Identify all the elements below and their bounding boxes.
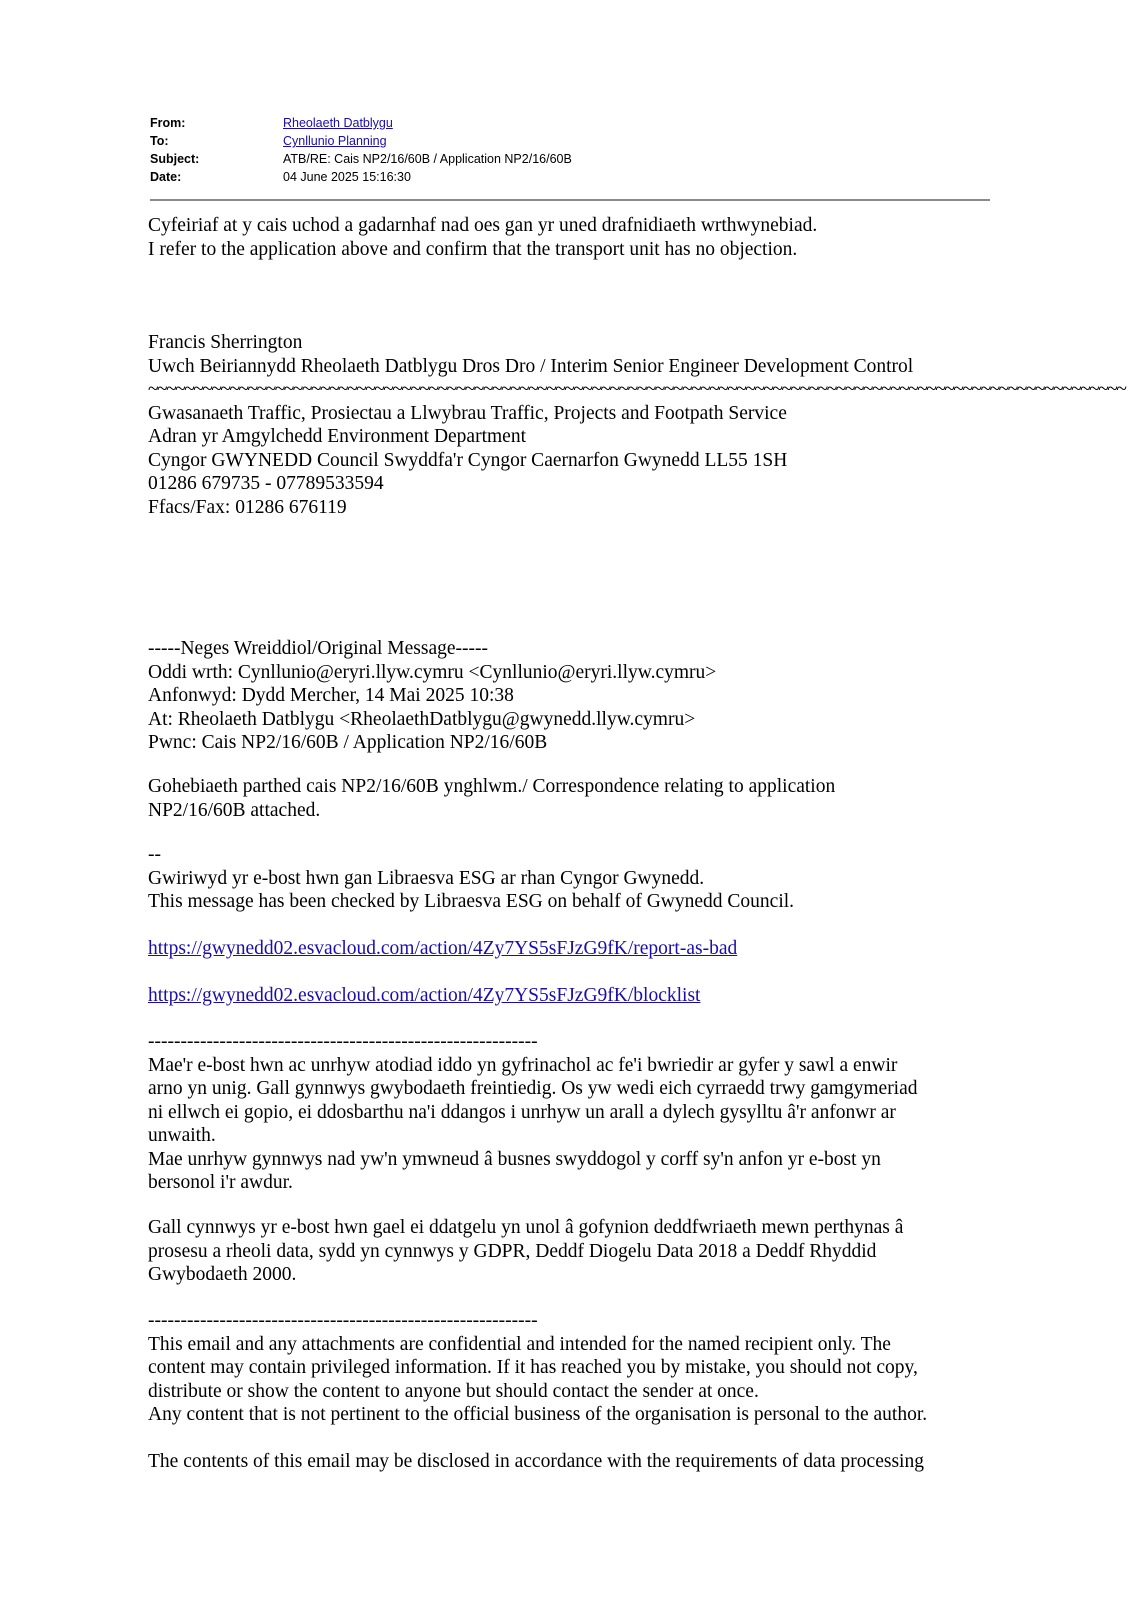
original-marker: -----Neges Wreiddiol/Original Message----- <box>148 638 488 659</box>
report-link-row <box>148 937 1008 961</box>
signature-block <box>148 331 1126 519</box>
subject-value: ATB/RE: Cais NP2/16/60B / Application NP2/16/60B <box>283 152 572 166</box>
original-subject: Pwnc: Cais NP2/16/60B / Application NP2/16/60B <box>148 732 548 753</box>
disclaimer-english-p1-l1: This email and any attachments are confidential and intended for the named recipient only. The <box>148 1333 891 1355</box>
signature-address: Cyngor GWYNEDD Council Swyddfa'r Cyngor Caernarfon Gwynedd LL55 1SH <box>148 449 788 471</box>
scan-notice <box>148 843 1008 914</box>
from-link[interactable]: Rheolaeth Datblygu <box>283 116 393 130</box>
original-body <box>148 775 1008 822</box>
disclaimer-english-p3-l1: The contents of this email may be disclosed in accordance with the requirements of data processing <box>148 1451 924 1472</box>
disclaimer-english-data <box>148 1450 1008 1474</box>
signature-title: Uwch Beiriannydd Rheolaeth Datblygu Dros Dro / Interim Senior Engineer Development Control <box>148 355 914 377</box>
signature-divider: ~~~~~~~~~~~~~~~~~~~~~~~~~~~~~~~~~~~~~~~~~~~~~~~~~~~~~~~~~~~~~~~~~~~~~~~~~~~~~~~~~~~~~~~~~~~~~~~~~~~~~~~~~~~~ <box>148 379 1126 400</box>
header-from-row <box>150 114 990 132</box>
disclaimer-welsh-separator: ------------------------------------------------------------ <box>148 1031 538 1052</box>
reply-body <box>148 214 1008 261</box>
from-label: From: <box>150 116 186 130</box>
disclaimer-welsh-p2-l2: bersonol i'r awdur. <box>148 1172 293 1193</box>
blocklist-link[interactable]: https://gwynedd02.esvacloud.com/action/4Zy7YS5sFJzG9fK/blocklist <box>148 985 701 1006</box>
original-message <box>148 637 1008 755</box>
disclaimer-english-p2-l1: Any content that is not pertinent to the official business of the organisation is personal to the author. <box>148 1404 928 1425</box>
header-date-row <box>150 168 990 186</box>
header-subject-row <box>150 150 990 168</box>
signature-department: Adran yr Amgylchedd Environment Department <box>148 426 526 447</box>
original-to: At: Rheolaeth Datblygu <RheolaethDatblygu@gwynedd.llyw.cymru> <box>148 708 696 730</box>
subject-label: Subject: <box>150 152 200 166</box>
disclaimer-welsh-p1-l2: arno yn unig. Gall gynnwys gwybodaeth freintiedig. Os yw wedi eich cyrraedd trwy gamgymeriad <box>148 1078 918 1099</box>
disclaimer-welsh-p2-l1: Mae unrhyw gynnwys nad yw'n ymwneud â busnes swyddogol y corff sy'n anfon yr e-bost yn <box>148 1148 881 1170</box>
disclaimer-welsh-p3-l3: Gwybodaeth 2000. <box>148 1264 297 1285</box>
disclaimer-english <box>148 1309 1008 1427</box>
header-divider <box>150 199 990 201</box>
signature-phone: 01286 679735 - 07789533594 <box>148 473 384 494</box>
original-sent: Anfonwyd: Dydd Mercher, 14 Mai 2025 10:38 <box>148 685 514 706</box>
date-value: 04 June 2025 15:16:30 <box>283 170 411 184</box>
disclaimer-welsh <box>148 1030 1008 1195</box>
disclaimer-welsh-p1-l3: ni ellwch ei gopio, ei ddosbarthu na'i ddangos i unrhyw un arall a dylech gysylltu â'r anfonwr ar <box>148 1101 896 1123</box>
scan-line-english: This message has been checked by Libraesva ESG on behalf of Gwynedd Council. <box>148 891 795 912</box>
original-body-line-1: Gohebiaeth parthed cais NP2/16/60B ynghlwm./ Correspondence relating to application <box>148 776 836 797</box>
scan-line-welsh: Gwiriwyd yr e-bost hwn gan Libraesva ESG ar rhan Cyngor Gwynedd. <box>148 867 705 889</box>
disclaimer-english-separator: ------------------------------------------------------------ <box>148 1310 538 1331</box>
signature-name: Francis Sherrington <box>148 332 303 353</box>
disclaimer-english-p1-l2: content may contain privileged information. If it has reached you by mistake, you should not copy, <box>148 1357 918 1378</box>
report-as-bad-link[interactable]: https://gwynedd02.esvacloud.com/action/4Zy7YS5sFJzG9fK/report-as-bad <box>148 938 738 959</box>
reply-line-welsh: Cyfeiriaf at y cais uchod a gadarnhaf nad oes gan yr uned drafnidiaeth wrthwynebiad. <box>148 215 818 236</box>
email-header <box>150 114 990 186</box>
signature-fax: Ffacs/Fax: 01286 676119 <box>148 496 347 518</box>
original-from: Oddi wrth: Cynllunio@eryri.llyw.cymru <Cynllunio@eryri.llyw.cymru> <box>148 661 717 683</box>
disclaimer-english-p1-l3: distribute or show the content to anyone but should contact the sender at once. <box>148 1380 759 1402</box>
to-link[interactable]: Cynllunio Planning <box>283 134 387 148</box>
disclaimer-welsh-p3-l2: prosesu a rheoli data, sydd yn cynnwys y GDPR, Deddf Diogelu Data 2018 a Deddf Rhyddid <box>148 1240 877 1262</box>
disclaimer-welsh-p3-l1: Gall cynnwys yr e-bost hwn gael ei ddatgelu yn unol â gofynion deddfwriaeth mewn perthynas â <box>148 1217 904 1238</box>
disclaimer-welsh-data <box>148 1216 1008 1287</box>
header-to-row <box>150 132 990 150</box>
original-body-line-2: NP2/16/60B attached. <box>148 799 321 821</box>
scan-dashes: -- <box>148 844 161 865</box>
disclaimer-welsh-p1-l1: Mae'r e-bost hwn ac unrhyw atodiad iddo yn gyfrinachol ac fe'i bwriedir ar gyfer y sawl a enwir <box>148 1054 898 1076</box>
date-label: Date: <box>150 170 182 184</box>
disclaimer-welsh-p1-l4: unwaith. <box>148 1125 216 1146</box>
signature-service: Gwasanaeth Traffic, Prosiectau a Llwybrau Traffic, Projects and Footpath Service <box>148 402 787 424</box>
reply-line-english: I refer to the application above and confirm that the transport unit has no objection. <box>148 238 798 260</box>
to-label: To: <box>150 134 169 148</box>
blocklist-link-row <box>148 984 1008 1008</box>
